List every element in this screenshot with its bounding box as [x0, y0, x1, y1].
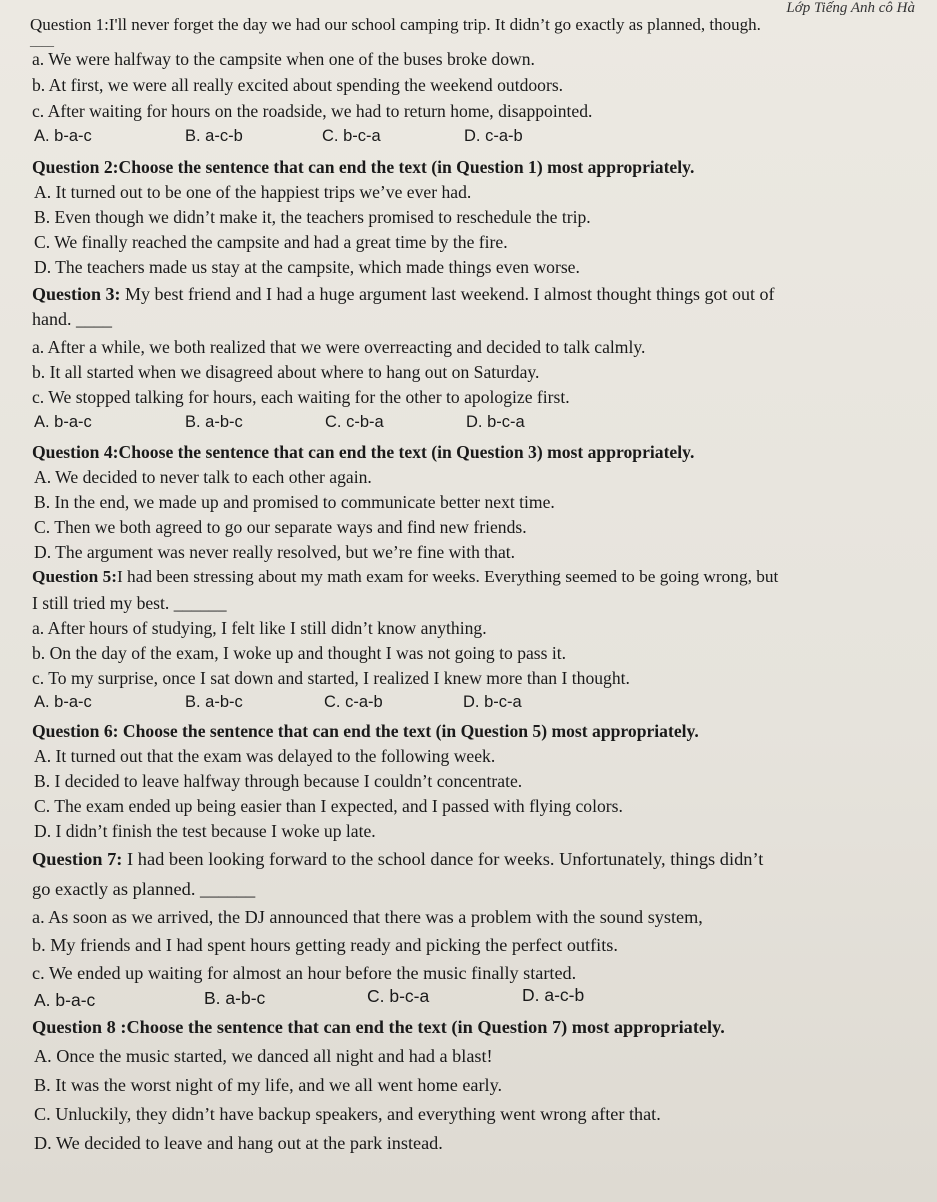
q4-option-a[interactable]: A. We decided to never talk to each other again.	[34, 467, 372, 487]
q7-stem-text: I had been looking forward to the school dance for weeks. Unfortunately, things didn’t	[122, 849, 764, 869]
q3-option-a[interactable]: A. b-a-c	[34, 413, 92, 431]
q3-item-b: b. It all started when we disagreed about where to hang out on Saturday.	[32, 362, 540, 382]
q5-stem-line2: I still tried my best. ______	[32, 593, 227, 613]
q5-option-d[interactable]: D. b-c-a	[463, 693, 522, 711]
q2-option-d[interactable]: D. The teachers made us stay at the campsite, which made things even worse.	[34, 257, 580, 277]
q2-option-b[interactable]: B. Even though we didn’t make it, the teachers promised to reschedule the trip.	[34, 207, 591, 227]
q8-option-c[interactable]: C. Unluckily, they didn’t have backup speakers, and everything went wrong after that.	[34, 1104, 661, 1124]
q7-option-a[interactable]: A. b-a-c	[34, 990, 96, 1010]
q1-option-a[interactable]: A. b-a-c	[34, 127, 92, 145]
q7-item-b: b. My friends and I had spent hours getting ready and picking the perfect outfits.	[32, 935, 618, 955]
q6-option-b[interactable]: B. I decided to leave halfway through because I couldn’t concentrate.	[34, 771, 523, 791]
q8-option-a[interactable]: A. Once the music started, we danced all night and had a blast!	[34, 1046, 493, 1066]
q6-option-d[interactable]: D. I didn’t finish the test because I woke up late.	[34, 821, 376, 841]
q5-option-a[interactable]: A. b-a-c	[34, 693, 92, 711]
q5-option-b[interactable]: B. a-b-c	[185, 693, 243, 711]
q1-option-c[interactable]: C. b-c-a	[322, 127, 381, 145]
q4-option-c[interactable]: C. Then we both agreed to go our separate ways and find new friends.	[34, 517, 527, 537]
q4-option-b[interactable]: B. In the end, we made up and promised to communicate better next time.	[34, 492, 555, 512]
q3-option-b[interactable]: B. a-b-c	[185, 413, 243, 431]
q7-stem-line1	[32, 848, 763, 870]
q3-stem-line1	[32, 283, 775, 305]
q1-item-c: c. After waiting for hours on the roadside, we had to return home, disappointed.	[32, 101, 593, 121]
q7-stem-line2: go exactly as planned. ______	[32, 879, 256, 899]
q7-label: Question 7:	[32, 849, 123, 869]
q3-item-a: a. After a while, we both realized that we were overreacting and decided to talk calmly.	[32, 337, 646, 357]
q5-item-b: b. On the day of the exam, I woke up and thought I was not going to pass it.	[32, 643, 567, 663]
q1-stem	[30, 14, 761, 36]
q7-item-c: c. We ended up waiting for almost an hour before the music finally started.	[32, 963, 577, 983]
q7-option-d[interactable]: D. a-c-b	[522, 985, 585, 1005]
q4-stem: Question 4:Choose the sentence that can end the text (in Question 3) most appropriately.	[32, 442, 695, 462]
q1-option-d[interactable]: D. c-a-b	[464, 127, 523, 145]
q1-option-b[interactable]: B. a-c-b	[185, 127, 243, 145]
q7-item-a: a. As soon as we arrived, the DJ announced that there was a problem with the sound system,	[32, 907, 703, 927]
q2-stem: Question 2:Choose the sentence that can end the text (in Question 1) most appropriately.	[32, 157, 695, 177]
q5-label: Question 5:	[32, 567, 117, 586]
page-header: Lớp Tiếng Anh cô Hà	[786, 0, 915, 16]
q4-option-d[interactable]: D. The argument was never really resolved, but we’re fine with that.	[34, 542, 516, 562]
q8-stem: Question 8 :Choose the sentence that can end the text (in Question 7) most appropriately.	[32, 1017, 725, 1037]
q6-stem: Question 6: Choose the sentence that can end the text (in Question 5) most appropriately.	[32, 721, 699, 741]
q8-option-d[interactable]: D. We decided to leave and hang out at the park instead.	[34, 1133, 443, 1153]
q7-option-b[interactable]: B. a-b-c	[204, 988, 266, 1008]
q5-stem-text: I had been stressing about my math exam for weeks. Everything seemed to be going wrong, but	[116, 567, 779, 586]
q1-stem-text: Question 1:I'll never forget the day we had our school camping trip. It didn’t go exactly as planned, though.	[30, 15, 761, 34]
q1-item-b: b. At first, we were all really excited about spending the weekend outdoors.	[32, 75, 564, 95]
q1-blank: ____	[30, 34, 54, 48]
q3-option-c[interactable]: C. c-b-a	[325, 413, 384, 431]
q6-option-c[interactable]: C. The exam ended up being easier than I expected, and I passed with flying colors.	[34, 796, 623, 816]
q3-stem-line2: hand. ____	[32, 309, 112, 329]
q5-stem-line1	[32, 566, 778, 588]
q7-option-c[interactable]: C. b-c-a	[367, 986, 430, 1006]
q3-option-d[interactable]: D. b-c-a	[466, 413, 525, 431]
q5-item-a: a. After hours of studying, I felt like I still didn’t know anything.	[32, 618, 487, 638]
q1-item-a: a. We were halfway to the campsite when one of the buses broke down.	[32, 49, 535, 69]
q2-option-c[interactable]: C. We finally reached the campsite and had a great time by the fire.	[34, 232, 508, 252]
q3-item-c: c. We stopped talking for hours, each waiting for the other to apologize first.	[32, 387, 570, 407]
q2-option-a[interactable]: A. It turned out to be one of the happiest trips we’ve ever had.	[34, 182, 472, 202]
q3-label: Question 3:	[32, 284, 121, 304]
q3-stem-text: My best friend and I had a huge argument last weekend. I almost thought things got out of	[120, 284, 775, 304]
q5-item-c: c. To my surprise, once I sat down and started, I realized I knew more than I thought.	[32, 668, 630, 688]
q8-option-b[interactable]: B. It was the worst night of my life, and we all went home early.	[34, 1075, 503, 1095]
q5-option-c[interactable]: C. c-a-b	[324, 693, 383, 711]
q6-option-a[interactable]: A. It turned out that the exam was delayed to the following week.	[34, 746, 496, 766]
